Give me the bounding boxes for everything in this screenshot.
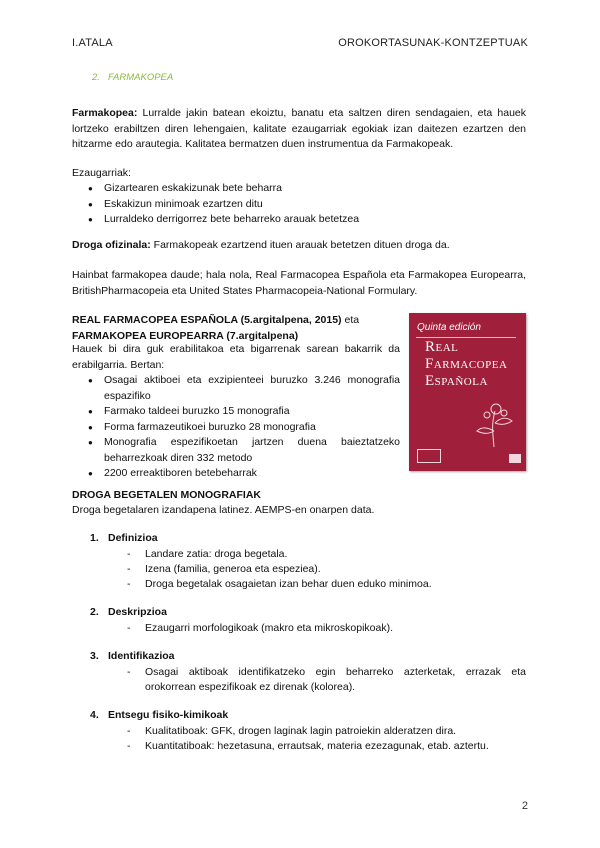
monograph-section-title <box>90 606 167 618</box>
definition-term: Farmakopea: <box>72 107 138 119</box>
list-item: - Droga begetalak osagaietan izan behar duen eduko minimoa. <box>127 577 526 592</box>
official-drug-paragraph <box>72 238 526 254</box>
botanical-illustration-icon <box>469 401 519 449</box>
monograph-section-text: Deskripzioa <box>108 606 167 618</box>
header-chapter: I.ATALA <box>72 37 113 49</box>
monographs-heading: DROGA BEGETALEN MONOGRAFIAK <box>72 489 261 501</box>
section-number: 2. <box>92 72 100 83</box>
list-item: ● Eskakizun minimoak ezartzen ditu <box>84 197 514 213</box>
header-topic: OROKORTASUNAK-KONTZEPTUAK <box>338 37 528 49</box>
official-drug-term: Droga ofizinala: <box>72 239 151 251</box>
pharmacopeias-paragraph: Hainbat farmakopea daude; hala nola, Real Farmacopea Española eta Farmakopea Europearra, BritishPharmacopeia eta United States Pharmacopeia-National Formulary. <box>72 269 526 297</box>
monograph-section-text: Definizioa <box>108 532 158 544</box>
book-cover-image <box>409 313 526 471</box>
rfe-title-part2: FARMAKOPEA EUROPEARRA (7.argitalpena) <box>72 329 299 342</box>
list-item: - Kualitatiboak: GFK, drogen laginak lagin patroiekin alderatzen dira. <box>127 724 526 739</box>
list-item: - Osagai aktiboak identifikatzeko egin beharreko azterketak, errazak eta orokorrean espezifikoak ez direnak (kolorea). <box>127 665 526 695</box>
monographs-intro: Droga begetalaren izandapena latinez. AEMPS-en onarpen data. <box>72 504 375 516</box>
list-item: - Kuantitatiboak: hezetasuna, errautsak, materia ezezagunak, etab. aztertu. <box>127 739 526 754</box>
definition-text: Lurralde jakin batean ekoiztu, banatu eta saltzen diren sendagaien, eta hauek lortzeko erabiltzen diren lehengaien, kalitate ezaugarriak egokiak izan daitezen ezartzen den hitzarme edo arautegia. Kalitatea bermatzen duen instrumentua da Farmakopeak. <box>72 107 526 150</box>
section-title <box>92 72 173 83</box>
monograph-section-title <box>90 709 228 721</box>
book-title-line: Farmacopea <box>425 356 508 372</box>
features-list <box>84 181 514 228</box>
official-drug-text: Farmakopeak ezartzend ituen arauak betetzen dituen droga da. <box>150 239 450 251</box>
monograph-section-number: 4. <box>90 709 99 721</box>
rfe-title <box>72 313 400 344</box>
list-item: ● Osagai aktiboei eta exzipienteei buruzko 3.246 monografia espazifiko <box>84 373 400 404</box>
monograph-section-text: Identifikazioa <box>108 650 175 662</box>
rfe-intro: Hauek bi dira guk erabilitakoa eta bigarrenak sarean bakarrik da erabilgarria. Bertan: <box>72 343 400 371</box>
monograph-section-text: Entsegu fisiko-kimikoak <box>108 709 229 721</box>
list-item: ● Lurraldeko derrigorrez bete beharreko arauak betetzea <box>84 212 514 228</box>
book-divider <box>416 337 516 338</box>
monograph-section-list <box>127 621 526 636</box>
rfe-title-part1: REAL FARMACOPEA ESPAÑOLA (5.argitalpena, 2015) <box>72 314 342 326</box>
section-title-text: FARMAKOPEA <box>107 72 174 83</box>
publisher-logo-icon <box>417 449 441 463</box>
features-label: Ezaugarriak: <box>72 167 131 179</box>
book-title-line: Española <box>425 373 488 389</box>
monograph-section-list <box>127 665 526 695</box>
rfe-title-and: eta <box>341 314 360 326</box>
book-title-line: Real <box>425 339 459 355</box>
list-item: ● Farmako taldeei buruzko 15 monografia <box>84 404 400 420</box>
list-item: ● 2200 erreaktiboren betebeharrak <box>84 466 400 482</box>
definition-paragraph <box>72 106 526 153</box>
list-item: ● Gizartearen eskakizunak bete beharra <box>84 181 514 197</box>
list-item: - Ezaugarri morfologikoak (makro eta mikroskopikoak). <box>127 621 526 636</box>
list-item: ● Forma farmazeutikoei buruzko 28 monografia <box>84 420 400 436</box>
list-item: - Landare zatia: droga begetala. <box>127 547 526 562</box>
monograph-section-number: 2. <box>90 606 99 618</box>
monograph-section-title <box>90 532 158 544</box>
list-item: - Izena (familia, generoa eta espeziea). <box>127 562 526 577</box>
book-edition: Quinta edición <box>417 322 481 333</box>
monograph-section-number: 3. <box>90 650 99 662</box>
monograph-section-number: 1. <box>90 532 99 544</box>
monograph-section-title <box>90 650 175 662</box>
page-number: 2 <box>521 800 528 812</box>
boe-logo-icon <box>509 454 521 463</box>
rfe-list <box>84 373 400 482</box>
monograph-section-list <box>127 724 526 754</box>
list-item: ● Monografia espezifikoetan jartzen duena baieztatzeko beharrezkoak diren 332 metodo <box>84 435 400 466</box>
monograph-section-list <box>127 547 526 592</box>
